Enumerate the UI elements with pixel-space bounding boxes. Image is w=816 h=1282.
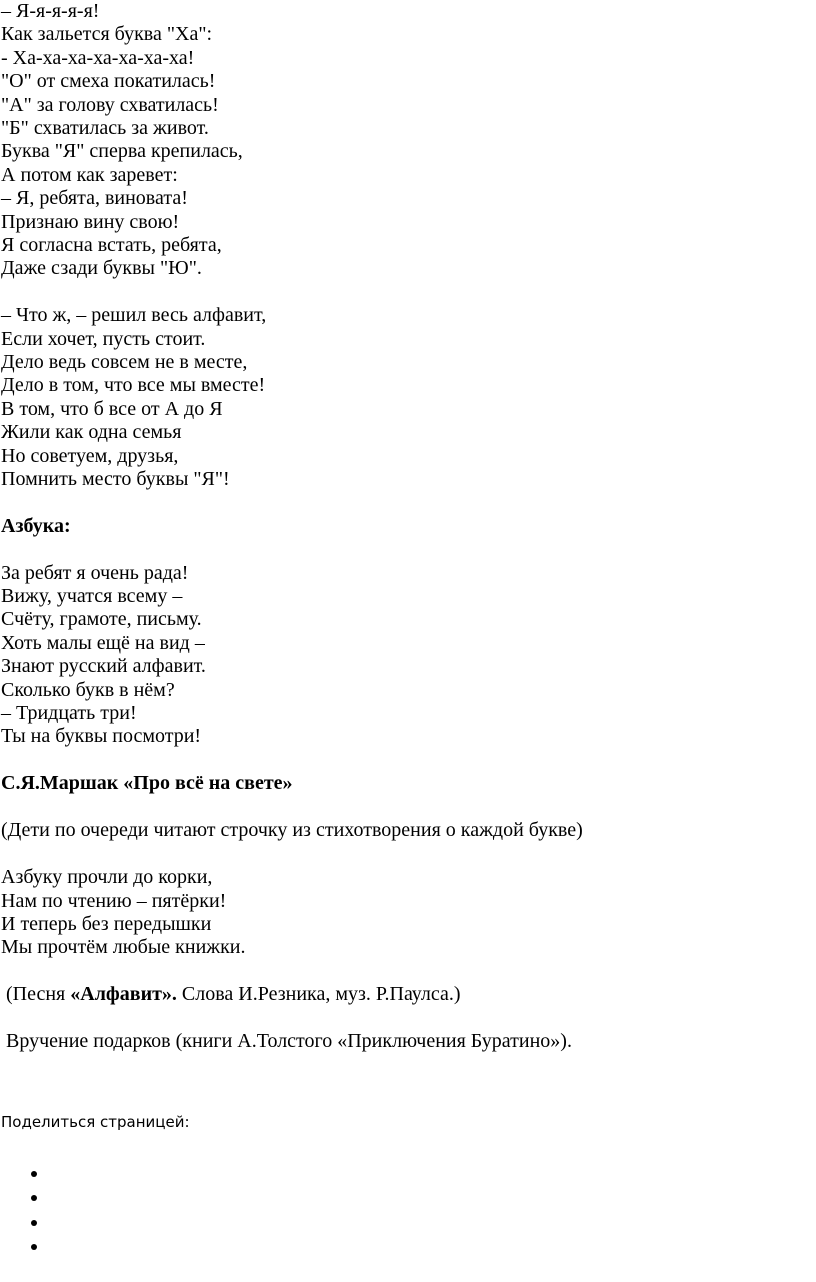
poem-line: В том, что б все от А до Я	[1, 397, 223, 420]
poem-line: "А" за голову схватилась!	[1, 93, 219, 116]
poem-line: Как зальется буква "Ха":	[1, 23, 213, 46]
blank-line	[1, 491, 808, 515]
final-line: Азбуку прочли до корки,	[1, 866, 213, 889]
poem-line: А потом как заревет:	[1, 163, 178, 186]
poem-line: Дело ведь совсем не в месте,	[1, 350, 248, 373]
share-item[interactable]	[27, 1236, 51, 1260]
poem-line: Даже сзади буквы "Ю".	[1, 257, 202, 280]
bullet-icon	[31, 1220, 37, 1226]
azbuka-line: – Тридцать три!	[1, 702, 137, 725]
blank-line	[1, 796, 808, 820]
blank-line	[1, 960, 808, 984]
azbuka-line: За ребят я очень рада!	[1, 561, 189, 584]
blank-line	[1, 538, 808, 562]
azbuka-line: Знают русский алфавит.	[1, 655, 206, 678]
final-line: Мы прочтём любые книжки.	[1, 936, 246, 959]
poem-line: Жили как одна семья	[1, 421, 182, 444]
poem-line: – Я, ребята, виновата!	[1, 187, 188, 210]
bullet-icon	[31, 1244, 37, 1250]
azbuka-line: Сколько букв в нём?	[1, 678, 175, 701]
poem-line: – Что ж, – решил весь алфавит,	[1, 304, 267, 327]
poem-line: Буква "Я" сперва крепилась,	[1, 140, 243, 163]
document-body	[1, 0, 808, 1053]
poem-line: Признаю вину свою!	[1, 210, 180, 233]
poem-line: "О" от смеха покатилась!	[1, 70, 216, 93]
share-item[interactable]	[27, 1212, 51, 1236]
bullet-icon	[31, 1195, 37, 1201]
azbuka-line: Ты на буквы посмотри!	[1, 725, 202, 748]
share-item[interactable]	[27, 1187, 51, 1211]
poem-line: Дело в том, что все мы вместе!	[1, 374, 266, 397]
gifts-line: Вручение подарков (книги А.Толстого «Приключения Буратино»).	[1, 1030, 572, 1053]
blank-line	[1, 281, 808, 305]
poem-line: Но советуем, друзья,	[1, 444, 179, 467]
share-item[interactable]	[27, 1163, 51, 1187]
song-line	[1, 983, 808, 1006]
blank-line	[1, 843, 808, 867]
poem-line: "Б" схватилась за живот.	[1, 116, 209, 139]
azbuka-line: Хоть малы ещё на вид –	[1, 631, 205, 654]
azbuka-line: Вижу, учатся всему –	[1, 585, 183, 608]
song-suffix: Слова И.Резника, муз. Р.Паулса.)	[176, 983, 461, 1006]
poem-line: – Я-я-я-я-я!	[1, 0, 100, 22]
final-line: Нам по чтению – пятёрки!	[1, 889, 227, 912]
azbuka-line: Счёту, грамоте, письму.	[1, 608, 202, 631]
poem-line: Если хочет, пусть стоит.	[1, 327, 206, 350]
blank-line	[1, 749, 808, 773]
instruction-text: (Дети по очереди читают строчку из стихотворения о каждой букве)	[1, 819, 583, 842]
bullet-icon	[31, 1171, 37, 1177]
share-label: Поделиться страницей:	[1, 1113, 190, 1131]
marshak-heading: С.Я.Маршак «Про всё на свете»	[1, 772, 293, 795]
song-prefix: (Песня	[1, 983, 71, 1006]
poem-line: - Ха-ха-ха-ха-ха-ха-ха!	[1, 46, 195, 69]
poem-line: Я согласна встать, ребята,	[1, 233, 222, 256]
share-list	[27, 1163, 51, 1260]
final-line: И теперь без передышки	[1, 912, 212, 935]
blank-line	[1, 1007, 808, 1031]
song-title: «Алфавит».	[70, 983, 177, 1006]
poem-line: Помнить место буквы "Я"!	[1, 467, 230, 490]
azbuka-heading: Азбука:	[1, 514, 71, 537]
